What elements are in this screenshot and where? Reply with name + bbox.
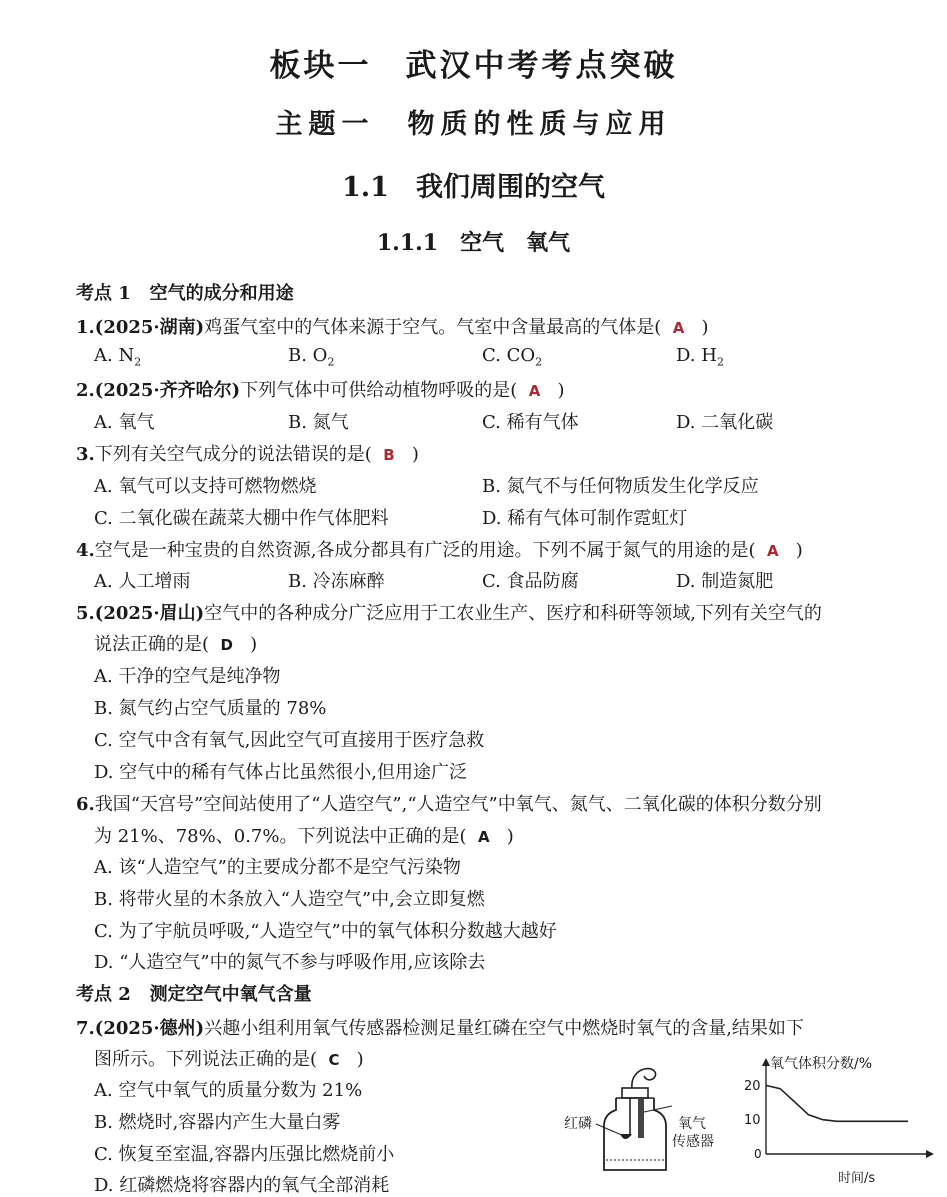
question-2-number: 2. — [76, 380, 95, 401]
chart-y-arrow — [762, 1058, 770, 1066]
question-1-text: 鸡蛋气室中的气体来源于空气。气室中含量最高的气体是( — [204, 317, 662, 338]
kaodian-2-title: 测定空气中氧气含量 — [149, 984, 312, 1005]
chart-series-line — [766, 1085, 908, 1121]
question-5-option-d: D. 空气中的稀有气体占比虽然很小,但用途广泛 — [94, 762, 467, 783]
question-6-text-2: 为 21%、78%、0.7%。下列说法中正确的是( — [94, 826, 467, 847]
question-6-close: ) — [506, 826, 514, 847]
option-a-subscript: 2 — [134, 355, 142, 369]
question-7-option-c: C. 恢复至室温,容器内压强比燃烧前小 — [94, 1144, 395, 1165]
question-7-option-a: A. 空气中氧气的质量分数为 21% — [94, 1080, 363, 1101]
question-1-answer: A — [672, 319, 685, 337]
question-2-text: 下列气体中可供给动植物呼吸的是( — [240, 380, 518, 401]
question-4-close: ) — [795, 540, 803, 561]
question-2-close: ) — [557, 380, 565, 401]
option-c-text: C. CO — [482, 345, 536, 366]
option-c-subscript: 2 — [535, 355, 543, 369]
question-4-option-b: B. 冷冻麻醉 — [288, 571, 385, 592]
question-5-answer: D — [220, 636, 233, 654]
kaodian-1-heading — [76, 279, 294, 305]
question-2-option-c: C. 稀有气体 — [482, 412, 579, 433]
question-4-stem — [76, 536, 803, 562]
question-3-answer: B — [383, 446, 395, 464]
oxygen-chart — [740, 1050, 945, 1188]
question-7-text-2: 图所示。下列说法正确的是( — [94, 1049, 318, 1070]
stopper — [622, 1088, 648, 1098]
question-1-stem — [76, 313, 709, 339]
question-3-option-a: A. 氧气可以支持可燃物燃烧 — [94, 476, 317, 497]
chart-y-tick-20: 20 — [744, 1079, 761, 1094]
question-2-source: (2025·齐齐哈尔) — [94, 380, 241, 401]
question-6-answer: A — [477, 828, 490, 846]
question-6-number: 6. — [76, 794, 95, 815]
question-6-option-b: B. 将带火星的木条放入“人造空气”中,会立即复燃 — [94, 889, 485, 910]
question-5-option-c: C. 空气中含有氧气,因此空气可直接用于医疗急救 — [94, 730, 485, 751]
question-5-close: ) — [250, 634, 258, 655]
block-title: 板块一 武汉中考考点突破 — [269, 48, 678, 84]
question-5-text-2: 说法正确的是( — [94, 634, 210, 655]
option-b-subscript: 2 — [327, 355, 335, 369]
question-2-option-d: D. 二氧化碳 — [676, 412, 774, 433]
question-5-stem-line2 — [94, 630, 257, 656]
question-7-stem-line2 — [94, 1045, 364, 1071]
question-7-option-d: D. 红磷燃烧将容器内的氧气全部消耗 — [94, 1175, 390, 1196]
question-7-answer: C — [328, 1051, 340, 1069]
question-4-option-d: D. 制造氮肥 — [676, 571, 774, 592]
question-5-option-b: B. 氮气约占空气质量的 78% — [94, 698, 327, 719]
question-1-option-c — [482, 345, 542, 369]
question-5-option-a: A. 干净的空气是纯净物 — [94, 666, 281, 687]
question-3-stem — [76, 440, 419, 466]
question-3-option-c: C. 二氧化碳在蔬菜大棚中作气体肥料 — [94, 508, 389, 529]
question-5-text: 空气中的各种成分广泛应用于工农业生产、医疗和科研等领域,下列有关空气的 — [204, 603, 822, 624]
chart-y-label: 氧气体积分数/% — [770, 1056, 873, 1072]
question-1-option-d — [676, 345, 724, 369]
question-7-stem — [76, 1014, 804, 1040]
question-2-stem — [76, 376, 565, 402]
chart-origin-label: 0 — [754, 1147, 762, 1161]
chart-y-tick-10: 10 — [744, 1113, 761, 1128]
subsection-title: 1.1.1 空气 氧气 — [376, 230, 571, 256]
question-4-text: 空气是一种宝贵的自然资源,各成分都具有广泛的用途。下列不属于氮气的用途的是( — [94, 540, 756, 561]
option-d-subscript: 2 — [716, 355, 724, 369]
question-2-answer: A — [528, 382, 541, 400]
question-3-text: 下列有关空气成分的说法错误的是( — [94, 444, 372, 465]
chart-x-arrow — [926, 1150, 934, 1158]
kaodian-1-title: 空气的成分和用途 — [149, 283, 294, 304]
question-3-number: 3. — [76, 444, 95, 465]
question-6-option-c: C. 为了宇航员呼吸,“人造空气”中的氧气体积分数越大越好 — [94, 921, 557, 942]
question-5-source: (2025·眉山) — [94, 603, 205, 624]
chart-x-label: 时间/s — [838, 1171, 876, 1186]
question-7-source: (2025·德州) — [94, 1018, 205, 1039]
question-7-number: 7. — [76, 1018, 95, 1039]
question-6-option-a: A. 该“人造空气”的主要成分都不是空气污染物 — [94, 857, 461, 878]
theme-title: 主题一 物质的性质与应用 — [275, 109, 672, 140]
kaodian-1-label: 考点 1 — [76, 283, 131, 304]
label-sensor: 传感器 — [672, 1134, 714, 1150]
question-4-answer: A — [767, 542, 779, 560]
option-b-text: B. O — [288, 345, 328, 366]
question-1-source: (2025·湖南) — [94, 317, 205, 338]
question-6-option-d: D. “人造空气”中的氮气不参与呼吸作用,应该除去 — [94, 952, 486, 973]
question-3-option-b: B. 氮气不与任何物质发生化学反应 — [482, 476, 759, 497]
option-a-text: A. N — [94, 345, 135, 366]
question-6-stem-line2 — [94, 822, 514, 848]
sensor-rod — [638, 1098, 644, 1138]
question-4-option-a: A. 人工增雨 — [94, 571, 191, 592]
wire-loop — [632, 1069, 656, 1088]
question-7-option-b: B. 燃烧时,容器内产生大量白雾 — [94, 1112, 341, 1133]
phosphorus-leader — [596, 1124, 624, 1136]
section-title: 1.1 我们周围的空气 — [342, 172, 605, 203]
question-1-option-a — [94, 345, 141, 369]
question-7-text: 兴趣小组利用氧气传感器检测足量红磷在空气中燃烧时氧气的含量,结果如下 — [204, 1018, 804, 1039]
label-red-phosphorus: 红磷 — [564, 1116, 592, 1132]
question-5-stem — [76, 599, 822, 625]
question-1-option-b — [288, 345, 334, 369]
question-6-stem — [76, 790, 822, 816]
question-3-option-d: D. 稀有气体可制作霓虹灯 — [482, 508, 688, 529]
kaodian-2-label: 考点 2 — [76, 984, 131, 1005]
question-4-number: 4. — [76, 540, 95, 561]
label-oxygen: 氧气 — [678, 1116, 706, 1132]
question-3-close: ) — [411, 444, 419, 465]
question-7-close: ) — [356, 1049, 364, 1070]
question-2-option-b: B. 氮气 — [288, 412, 349, 433]
question-6-text: 我国“天宫号”空间站使用了“人造空气”,“人造空气”中氧气、氮气、二氧化碳的体积分数分别 — [94, 794, 822, 815]
question-4-option-c: C. 食品防腐 — [482, 571, 579, 592]
question-5-number: 5. — [76, 603, 95, 624]
question-1-number: 1. — [76, 317, 95, 338]
question-1-close: ) — [701, 317, 709, 338]
kaodian-2-heading — [76, 980, 312, 1006]
option-d-text: D. H — [676, 345, 717, 366]
question-2-option-a: A. 氧气 — [94, 412, 155, 433]
